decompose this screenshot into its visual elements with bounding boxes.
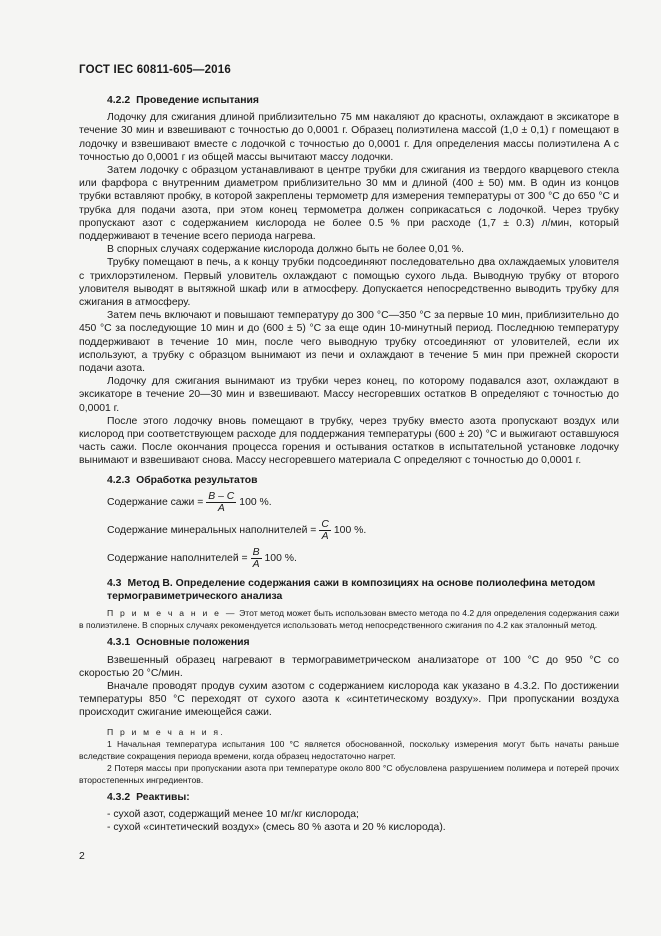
section-4-3-1-heading: 4.3.1 Основные положения — [107, 637, 250, 649]
formula-mineral-fillers: Содержание минеральных наполнителей = $\frac{C}{A}$ 100 %. — [107, 519, 367, 543]
document-body — [79, 94, 619, 834]
paragraph: Взвешенный образец нагревают в термогравиметрическом анализаторе от 100 °С до 950 °С со скоростью 20 °С/мин. — [79, 654, 619, 679]
paragraph: Лодочку для сжигания вынимают из трубки через конец, по которому подавался азот, охлаждают в эксикаторе в течение 20—30 мин и взвешивают. Массу несгоревших остатков B определяют с точностью до 0,0001 г. — [79, 376, 619, 414]
fraction: $\frac{B - C}{A}$ — [208, 491, 235, 515]
paragraph: Вначале проводят продув сухим азотом с содержанием кислорода как указано в 4.3.2. По достижении температуры 850 °С переходят от сухого азота к «синтетическому воздуху». При пропускании воздуха происходит сжигание имеющейся сажи. — [79, 680, 619, 719]
section-4-2-3-heading: 4.2.3 Обработка результатов — [107, 474, 258, 486]
section-4-3-2-heading: 4.3.2 Реактивы: — [107, 791, 190, 803]
fraction: $\frac{C}{A}$ — [321, 519, 329, 543]
paragraph: Трубку помещают в печь, а к концу трубки подсоединяют последовательно два охлаждаемых уловителя с трихлорэтиленом. Первый уловитель охлаждают с помощью сухого льда. Выводную трубку от второго уловителя выводят в вытяжной шкаф или в атмосферу. Допускается непосредственно выводить трубку для сжигания в атмосферу. — [79, 257, 619, 309]
note: П р и м е ч а н и е — Этот метод может быть использован вместо метода по 4.2 для определения содержания сажи в полиэтилене. В спорных случаях рекомендуется использовать метод непосредственного сжигания по 4.2 как эталонный метод. — [79, 608, 619, 631]
document-header: ГОСТ IEC 60811-605—2016 — [79, 64, 231, 76]
section-4-3-heading: 4.3 Метод В. Определение содержания сажи в композициях на основе полиолефина методом термогравиметрического анализа — [107, 577, 596, 603]
page-number: 2 — [79, 851, 85, 862]
paragraph: Затем печь включают и повышают температуру до 300 °С—350 °С за первые 10 мин, приблизительно до 450 °С за последующие 10 мин и до (600 ± 5) °С за еще один 10-минутный период. Последнюю температуру поддерживают в течение 10 мин, после чего выводную трубку отсоединяют от уловителей, если их используют, а трубку с образцом вынимают из печи и охлаждают в течение 5 мин при прежней скорости подачи азота. — [79, 310, 619, 375]
formula-soot: Содержание сажи = $\frac{B - C}{A}$ 100 %. — [107, 491, 272, 515]
note-1: 1 Начальная температура испытания 100 °С является обоснованной, поскольку измерения могут быть начаты раньше вследствие сокращения периода времени, когда образец недостаточно нагрет. — [79, 738, 619, 761]
section-4-2-2-heading: 4.2.2 Проведение испытания — [107, 95, 259, 106]
paragraph: В спорных случаях содержание кислорода должно быть не более 0,01 %. — [107, 244, 464, 256]
fraction: $\frac{B}{A}$ — [252, 547, 260, 571]
paragraph: После этого лодочку вновь помещают в трубку, через трубку вместо азота пропускают воздух или кислород при соответствующем расходе для поддержания температуры (600 ± 20) °С и выжигают оставшуюся часть сажи. После окончания процесса горения и остывания остатков в испытательной установке лодочку вынимают и взвешивают снова. Массу несгоревшего материала C определяют с точностью до 0,0001 г. — [79, 415, 619, 467]
paragraph: Затем лодочку с образцом устанавливают в центре трубки для сжигания из твердого кварцевого стекла или фарфора с внутренним диаметром приблизительно 30 мм и длиной (400 ± 50) мм. В один из концов трубки вставляют пробку, в которой закреплены термометр для измерения температуры от 300 °С до 650 °С и трубка для подачи азота, при этом конец термометра должен соприкасаться с лодочкой. Через трубку пропускают азот с содержанием кислорода не более 0.5 % при расходе (1,7 ± 0.3) л/мин, который поддерживают в течение всего периода нагрева. — [79, 165, 619, 243]
list-item: - сухой «синтетический воздух» (смесь 80 % азота и 20 % кислорода). — [107, 821, 446, 833]
paragraph: Лодочку для сжигания длиной приблизительно 75 мм накаляют до красноты, охлаждают в эксикаторе в течение 30 мин и взвешивают с точностью до 0,0001 г. Образец полиэтилена массой (1,0 ± 0,1) г помещают в лодочку и взвешивают вместе с лодочкой с точностью до 0,0001 г. Для определения массы полиэтилена A с точностью до 0,0001 г из общей массы вычитают массу лодочки. — [79, 112, 619, 163]
notes-label: П р и м е ч а н и я. — [107, 726, 225, 737]
list-item: - сухой азот, содержащий менее 10 мг/кг кислорода; — [107, 808, 359, 820]
formula-fillers: Содержание наполнителей = $\frac{B}{A}$ 100 %. — [107, 547, 297, 571]
note-2: 2 Потеря массы при пропускании азота при температуре около 800 °С обусловлена разрушением полимера и потерей прочих второстепенных ингредиентов. — [79, 762, 619, 785]
